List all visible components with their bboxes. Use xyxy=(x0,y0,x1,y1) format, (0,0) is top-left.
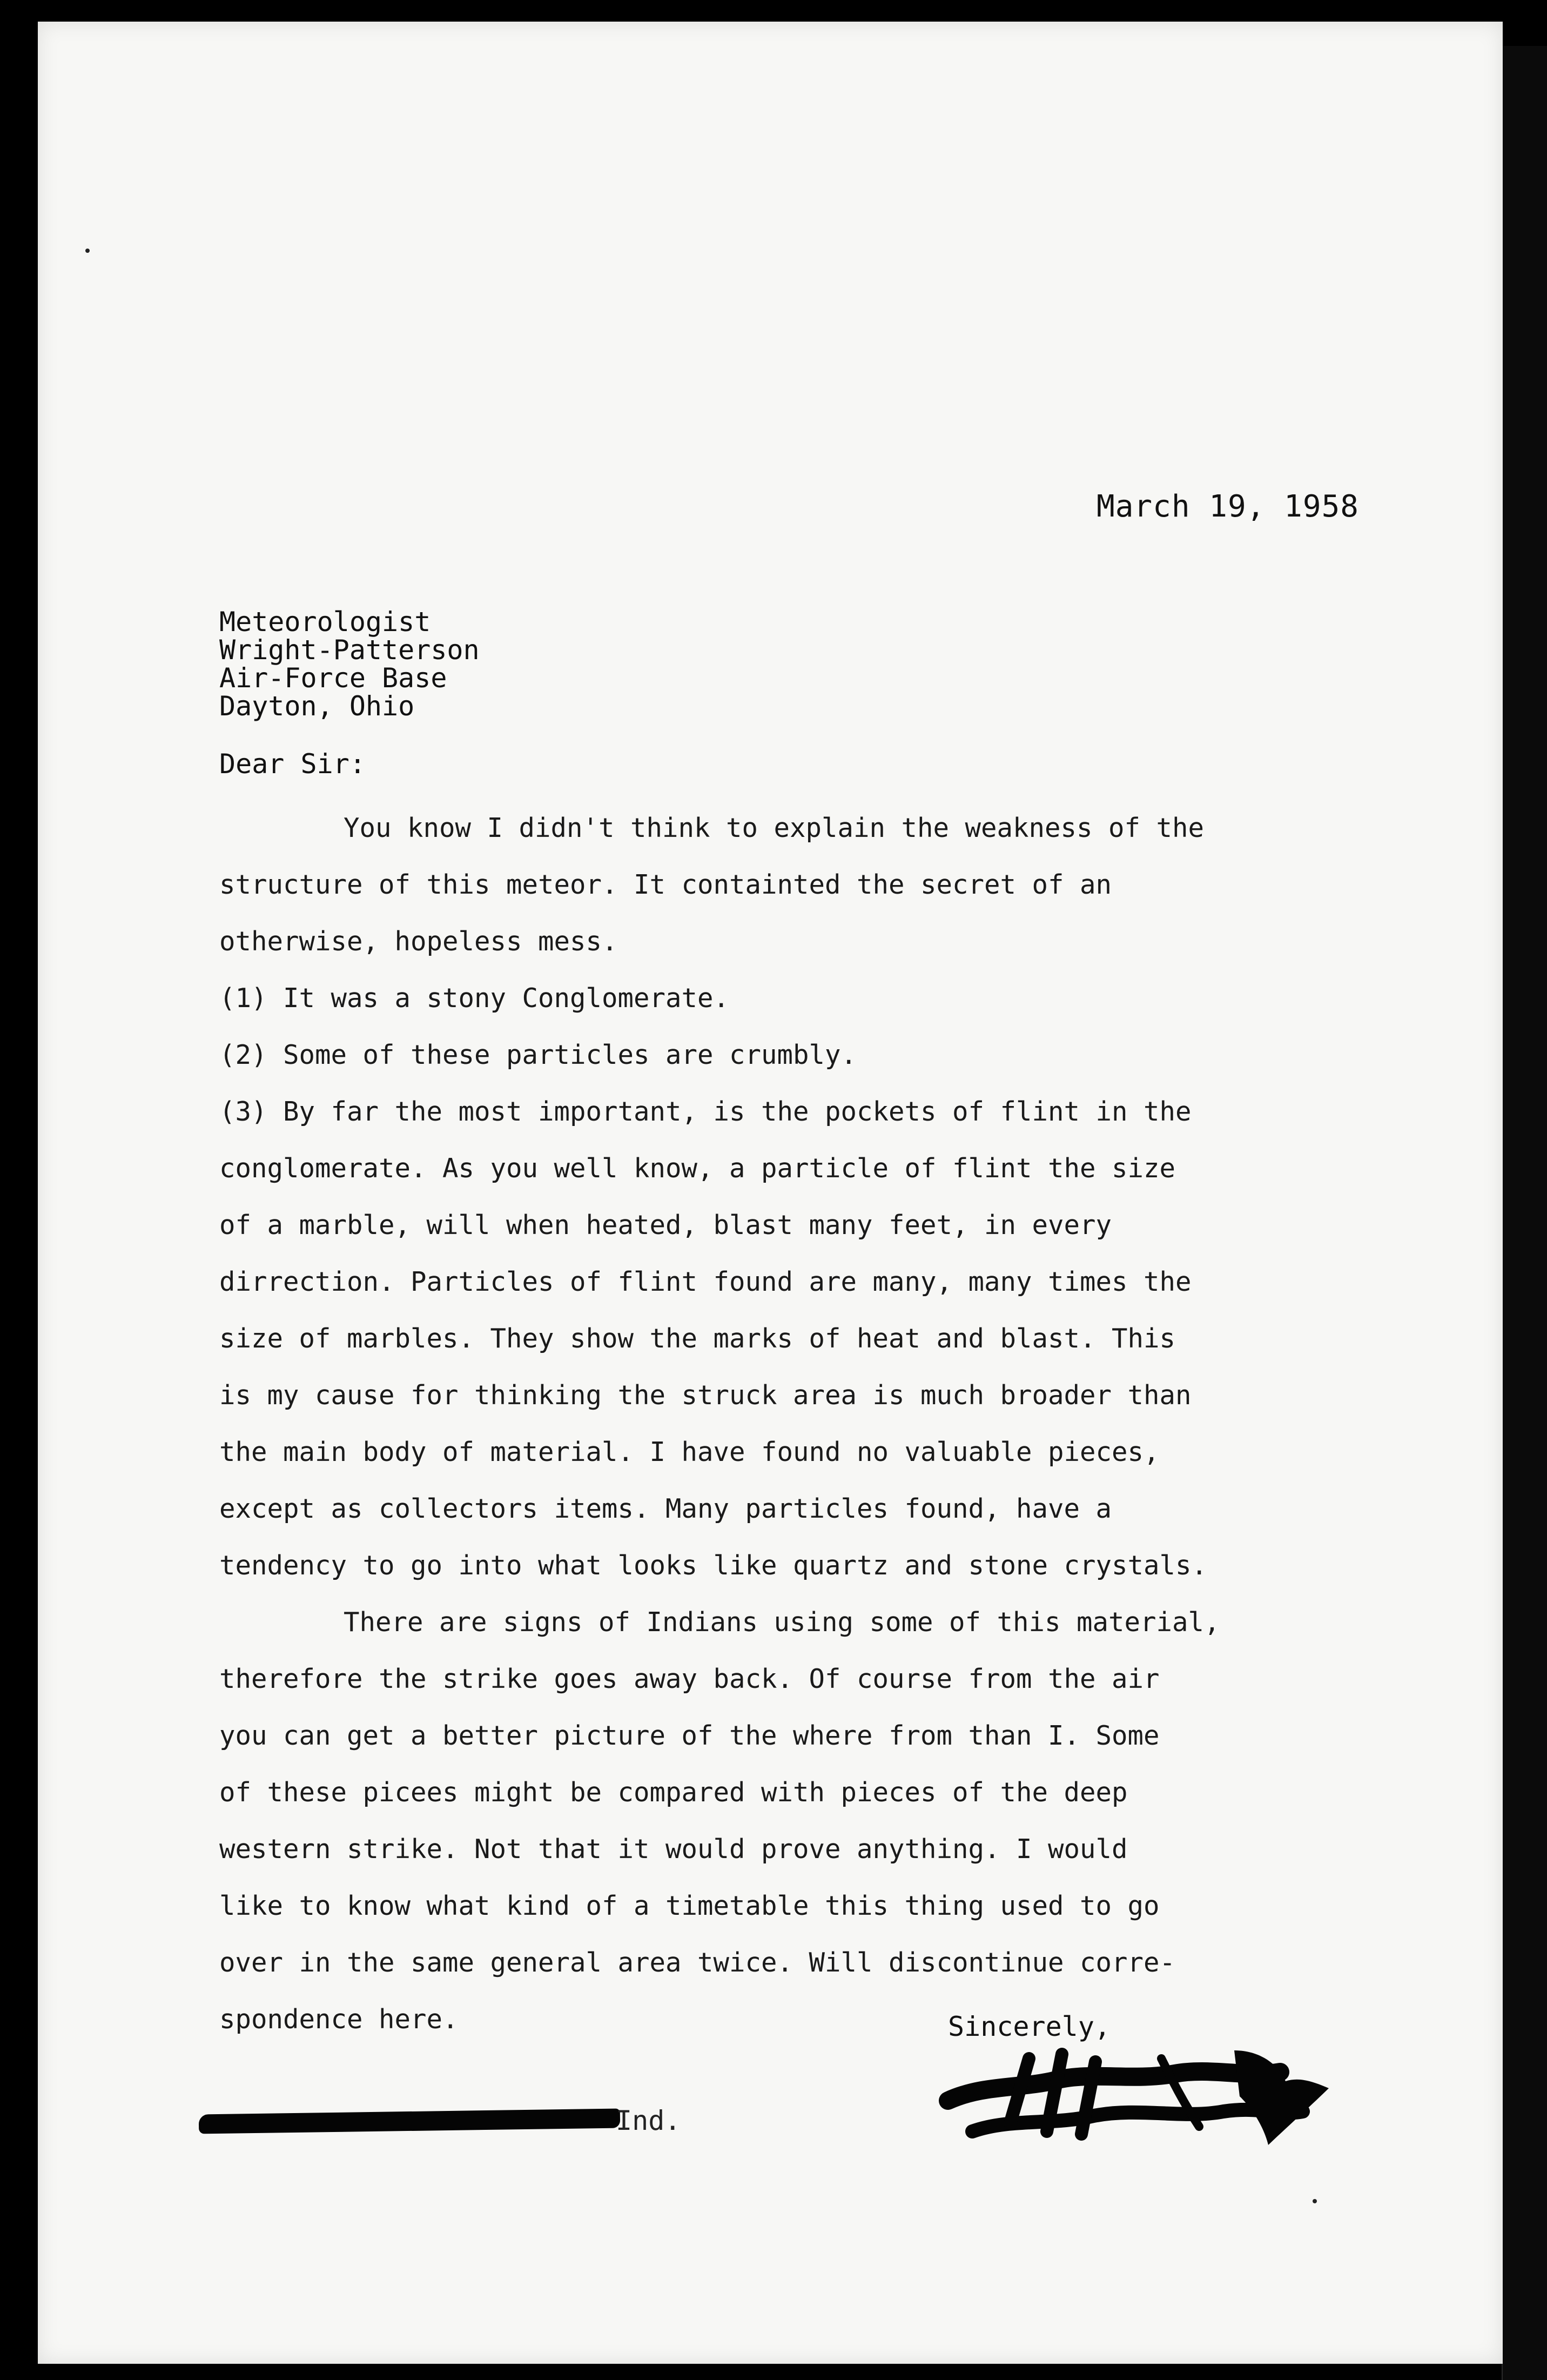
salutation: Dear Sir: xyxy=(219,748,366,780)
body-line-2: structure of this meteor. It containted the secret of an xyxy=(219,869,1112,900)
body-line-22: spondence here. xyxy=(219,2004,459,2035)
body-line-16: therefore the strike goes away back. Of course from the air xyxy=(219,1664,1160,1694)
body-line-20: like to know what kind of a timetable this thing used to go xyxy=(219,1890,1160,1921)
letter-date: March 19, 1958 xyxy=(1097,489,1360,524)
body-line-11: is my cause for thinking the struck area is much broader than xyxy=(219,1380,1192,1411)
typed-letter xyxy=(38,22,1503,2364)
body-line-10: size of marbles. They show the marks of heat and blast. This xyxy=(219,1323,1176,1354)
body-line-7: conglomerate. As you well know, a particle of flint the size xyxy=(219,1153,1176,1184)
address-line-2: Wright-Patterson xyxy=(219,634,480,666)
paper-mark xyxy=(1313,2199,1317,2203)
letter-body xyxy=(219,800,1327,2048)
body-line-9: dirrection. Particles of flint found are many, many times the xyxy=(219,1266,1192,1297)
closing: Sincerely, xyxy=(948,2011,1111,2042)
body-line-8: of a marble, will when heated, blast many feet, in every xyxy=(219,1210,1112,1241)
letter-page xyxy=(38,22,1503,2364)
body-line-6: (3) By far the most important, is the pockets of flint in the xyxy=(219,1096,1192,1127)
body-line-5: (2) Some of these particles are crumbly. xyxy=(219,1040,857,1070)
body-line-21: over in the same general area twice. Will discontinue corre- xyxy=(219,1947,1176,1978)
address-line-3: Air-Force Base xyxy=(219,662,447,694)
paper-mark xyxy=(85,249,90,253)
address-line-4: Dayton, Ohio xyxy=(219,690,415,722)
body-line-13: except as collectors items. Many particles found, have a xyxy=(219,1493,1112,1524)
sender-redaction-bar xyxy=(199,2109,620,2134)
sender-suffix: Ind. xyxy=(616,2105,681,2136)
body-line-18: of these picees might be compared with pieces of the deep xyxy=(219,1777,1128,1808)
body-line-3: otherwise, hopeless mess. xyxy=(219,926,618,957)
body-line-12: the main body of material. I have found no valuable pieces, xyxy=(219,1437,1160,1467)
address-line-1: Meteorologist xyxy=(219,606,431,638)
body-line-17: you can get a better picture of the where from than I. Some xyxy=(219,1720,1160,1751)
redacted-sender-location xyxy=(199,2102,681,2141)
body-line-1: You know I didn't think to explain the weakness of the xyxy=(344,813,1205,843)
body-line-14: tendency to go into what looks like quartz and stone crystals. xyxy=(219,1550,1208,1581)
body-line-15: There are signs of Indians using some of this material, xyxy=(344,1607,1220,1638)
body-line-4: (1) It was a stony Conglomerate. xyxy=(219,983,730,1014)
signature-redaction-shape xyxy=(929,2021,1350,2161)
signature-redaction xyxy=(929,2021,1350,2161)
adjacent-page-edge xyxy=(1502,46,1547,2380)
recipient-address xyxy=(219,608,480,720)
body-line-19: western strike. Not that it would prove anything. I would xyxy=(219,1834,1128,1865)
